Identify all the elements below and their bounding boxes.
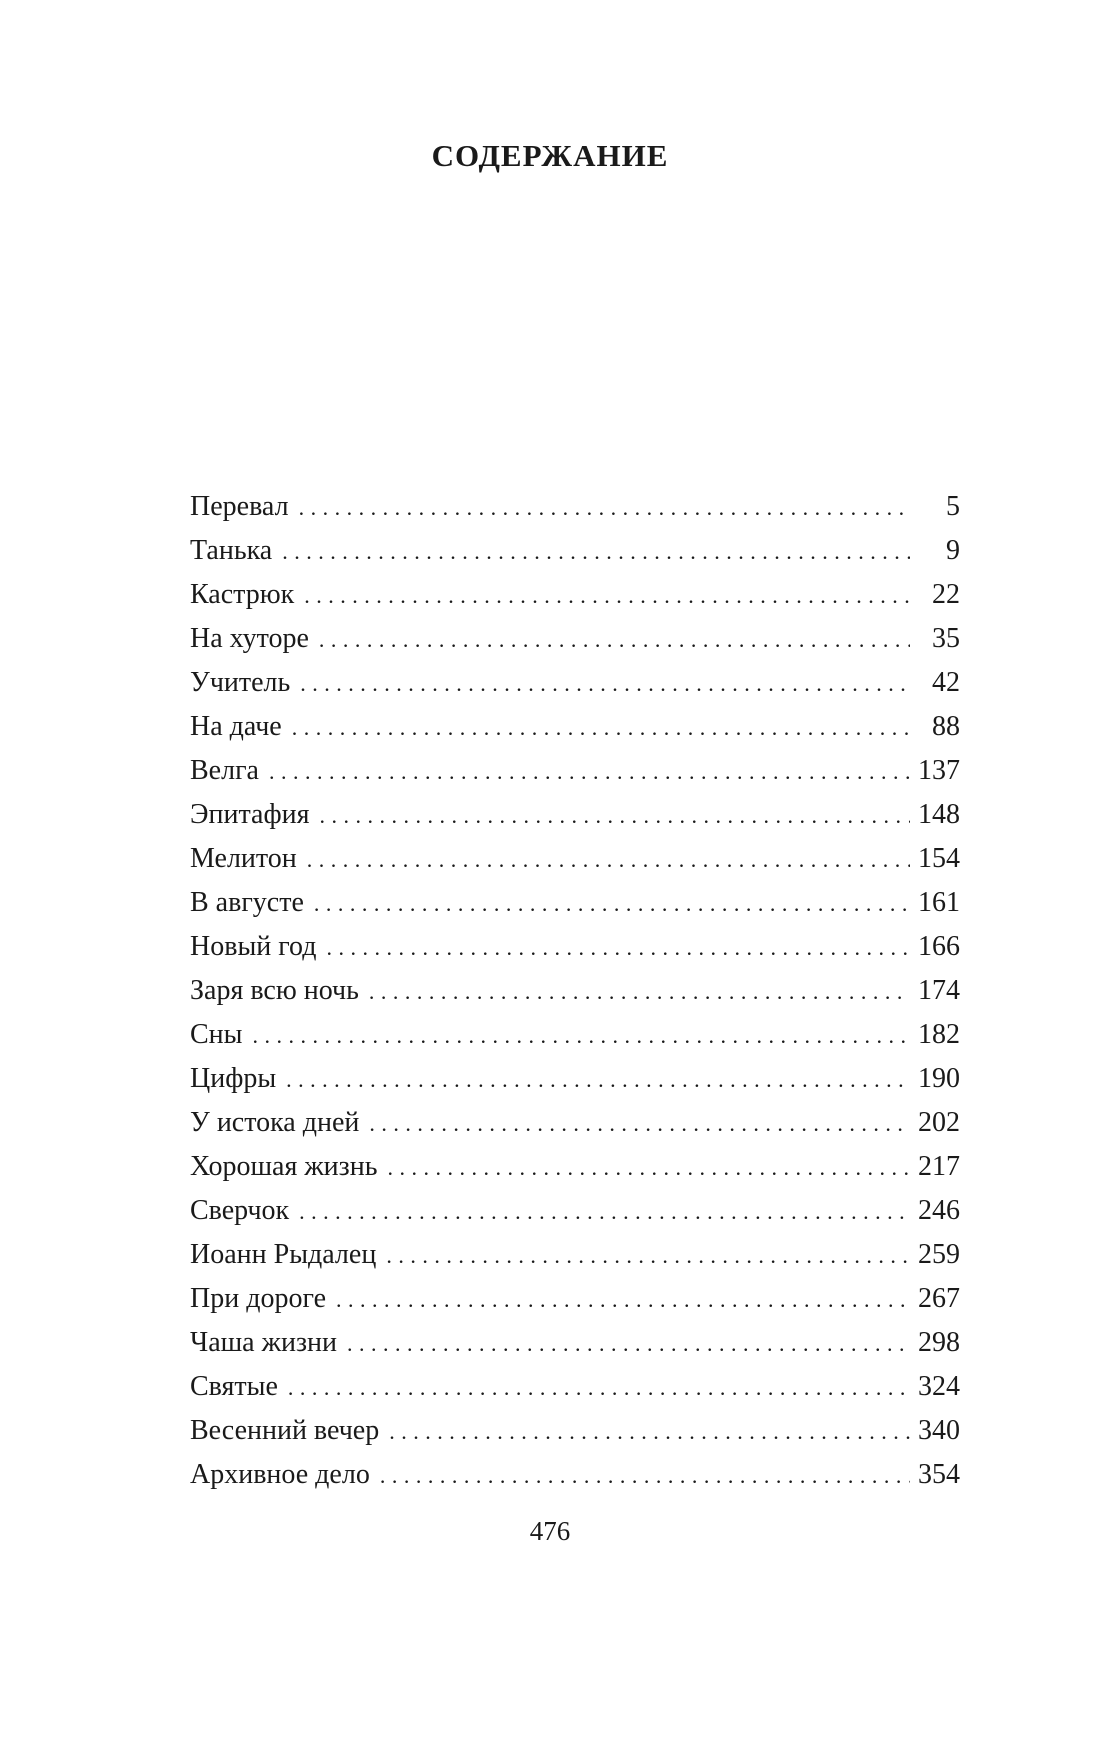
page-number: 476 <box>529 1516 571 1546</box>
toc-entry-title: Весенний вечер <box>190 1415 380 1446</box>
toc-entry-title: Иоанн Рыдалец <box>190 1239 377 1270</box>
toc-entry-title: Архивное дело <box>190 1459 370 1490</box>
toc-entry-page: 182 <box>918 1019 960 1050</box>
toc-entry[interactable] <box>190 529 960 573</box>
toc-entry[interactable] <box>190 837 960 881</box>
toc-entry-page: 22 <box>932 579 960 610</box>
toc-entry[interactable] <box>190 1277 960 1321</box>
toc-entry[interactable] <box>190 749 960 793</box>
toc-entry-title: Перевал <box>190 491 289 522</box>
toc-entry-page: 137 <box>918 755 960 786</box>
toc-leader-dots <box>288 1366 910 1410</box>
toc-entry-page: 174 <box>918 975 960 1006</box>
toc-entry-page: 259 <box>918 1239 960 1270</box>
toc-entry[interactable] <box>190 1057 960 1101</box>
toc-leader-dots <box>380 1454 910 1498</box>
toc-leader-dots <box>307 838 910 882</box>
toc-entry-title: Велга <box>190 755 259 786</box>
toc-entry[interactable] <box>190 793 960 837</box>
page-title: СОДЕРЖАНИЕ <box>431 138 669 173</box>
toc-entry-title: Мелитон <box>190 843 297 874</box>
toc-entry-page: 324 <box>918 1371 960 1402</box>
toc-entry-title: Святые <box>190 1371 278 1402</box>
toc-entry[interactable] <box>190 1321 960 1365</box>
toc-entry-title: Цифры <box>190 1063 277 1094</box>
toc-entry-page: 267 <box>918 1283 960 1314</box>
toc-leader-dots <box>389 1410 910 1454</box>
toc-entry-title: Танька <box>190 535 273 566</box>
toc-entry[interactable] <box>190 1013 960 1057</box>
toc-entry-title: Эпитафия <box>190 799 310 830</box>
toc-entry-page: 354 <box>918 1459 960 1490</box>
toc-entry-title: У истока дней <box>190 1107 360 1138</box>
toc-leader-dots <box>304 574 910 618</box>
toc-entry-page: 298 <box>918 1327 960 1358</box>
toc-entry-title: На хуторе <box>190 623 309 654</box>
toc-entry-page: 190 <box>918 1063 960 1094</box>
toc-entry-page: 202 <box>918 1107 960 1138</box>
toc-leader-dots <box>299 1190 910 1234</box>
toc-leader-dots <box>269 750 910 794</box>
toc-leader-dots <box>282 530 910 574</box>
toc-entry-title: Заря всю ночь <box>190 975 359 1006</box>
toc-entry[interactable] <box>190 617 960 661</box>
toc-leader-dots <box>347 1322 910 1366</box>
toc-entry-page: 88 <box>932 711 960 742</box>
toc-entry[interactable] <box>190 881 960 925</box>
toc-entry-page: 166 <box>918 931 960 962</box>
toc-entry-title: Сверчок <box>190 1195 290 1226</box>
toc-entry[interactable] <box>190 573 960 617</box>
toc-entry-page: 42 <box>932 667 960 698</box>
toc-entry[interactable] <box>190 1233 960 1277</box>
toc-entry[interactable] <box>190 705 960 749</box>
table-of-contents <box>190 485 960 1497</box>
toc-leader-dots <box>386 1234 910 1278</box>
toc-leader-dots <box>300 662 910 706</box>
toc-entry-title: Учитель <box>190 667 291 698</box>
toc-entry[interactable] <box>190 969 960 1013</box>
toc-entry[interactable] <box>190 1101 960 1145</box>
toc-leader-dots <box>319 618 910 662</box>
toc-leader-dots <box>252 1014 910 1058</box>
toc-entry[interactable] <box>190 1453 960 1497</box>
toc-entry[interactable] <box>190 661 960 705</box>
toc-leader-dots <box>387 1146 910 1190</box>
toc-entry-page: 5 <box>946 491 960 522</box>
toc-entry-page: 246 <box>918 1195 960 1226</box>
toc-leader-dots <box>292 706 910 750</box>
toc-entry-title: В августе <box>190 887 304 918</box>
toc-entry-page: 217 <box>918 1151 960 1182</box>
toc-entry-page: 154 <box>918 843 960 874</box>
toc-entry-page: 340 <box>918 1415 960 1446</box>
toc-leader-dots <box>369 1102 910 1146</box>
toc-entry-page: 9 <box>946 535 960 566</box>
toc-entry[interactable] <box>190 485 960 529</box>
toc-entry[interactable] <box>190 1145 960 1189</box>
toc-entry[interactable] <box>190 925 960 969</box>
toc-entry[interactable] <box>190 1189 960 1233</box>
toc-entry-page: 148 <box>918 799 960 830</box>
toc-leader-dots <box>319 794 910 838</box>
toc-leader-dots <box>286 1058 910 1102</box>
toc-entry[interactable] <box>190 1365 960 1409</box>
toc-leader-dots <box>314 882 910 926</box>
toc-entry-title: При дороге <box>190 1283 326 1314</box>
toc-entry-title: Сны <box>190 1019 243 1050</box>
toc-leader-dots <box>326 926 910 970</box>
toc-entry-title: Чаша жизни <box>190 1327 337 1358</box>
toc-leader-dots <box>336 1278 910 1322</box>
toc-leader-dots <box>369 970 910 1014</box>
toc-entry[interactable] <box>190 1409 960 1453</box>
toc-entry-title: Кастрюк <box>190 579 295 610</box>
toc-entry-title: На даче <box>190 711 282 742</box>
toc-entry-title: Новый год <box>190 931 317 962</box>
toc-leader-dots <box>299 486 910 530</box>
toc-entry-title: Хорошая жизнь <box>190 1151 378 1182</box>
toc-entry-page: 35 <box>932 623 960 654</box>
toc-entry-page: 161 <box>918 887 960 918</box>
